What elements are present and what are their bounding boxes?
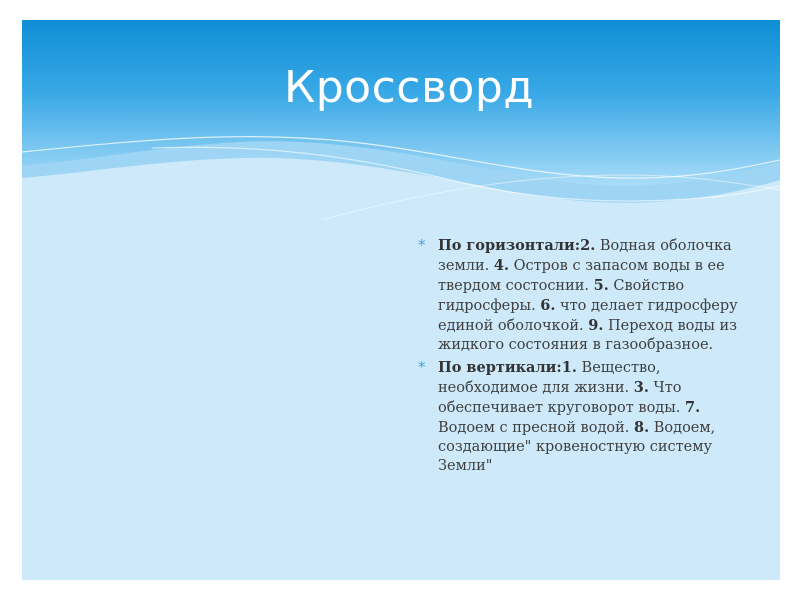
- clue-number: 7.: [685, 399, 701, 416]
- clue-text: что делает гидросферу единой оболочкой.: [438, 298, 738, 334]
- clue-number: 1.: [561, 359, 577, 376]
- clue-text: Водная оболочка земли.: [438, 238, 732, 274]
- slide-title: Кроссворд: [284, 62, 535, 113]
- down-label: По вертикали:: [438, 359, 562, 376]
- clue-text: Что обеспечивает круговорот воды.: [438, 380, 685, 416]
- clue-text: Свойство гидросферы.: [438, 278, 685, 314]
- clue-number: 4.: [493, 257, 510, 274]
- clue-text: Водоем с пресной водой.: [438, 420, 634, 436]
- asterisk-icon: *: [418, 236, 426, 254]
- crossword-clues: [410, 236, 740, 479]
- across-clues: [410, 236, 740, 355]
- clue-number: 2.: [580, 237, 596, 254]
- clue-number: 6.: [540, 297, 556, 314]
- clue-number: 3.: [633, 379, 649, 396]
- clue-text: Вещество, необходимое для жизни.: [438, 360, 661, 396]
- clue-number: 9.: [588, 317, 604, 334]
- clue-text: Переход воды из жидкого состояния в газообразное.: [438, 318, 738, 353]
- across-label: По горизонтали:: [438, 237, 581, 254]
- clue-number: 5.: [593, 277, 609, 294]
- asterisk-icon: *: [418, 358, 426, 376]
- slide-panel: [22, 20, 780, 580]
- down-clues: [410, 358, 740, 476]
- clue-number: 8.: [634, 419, 650, 436]
- header-wave-background: [22, 20, 780, 220]
- clue-text: Водоем, создающие" кровеностную систему Земли": [438, 420, 716, 474]
- clue-text: Остров с запасом воды в ее твердом состоснии.: [438, 258, 725, 294]
